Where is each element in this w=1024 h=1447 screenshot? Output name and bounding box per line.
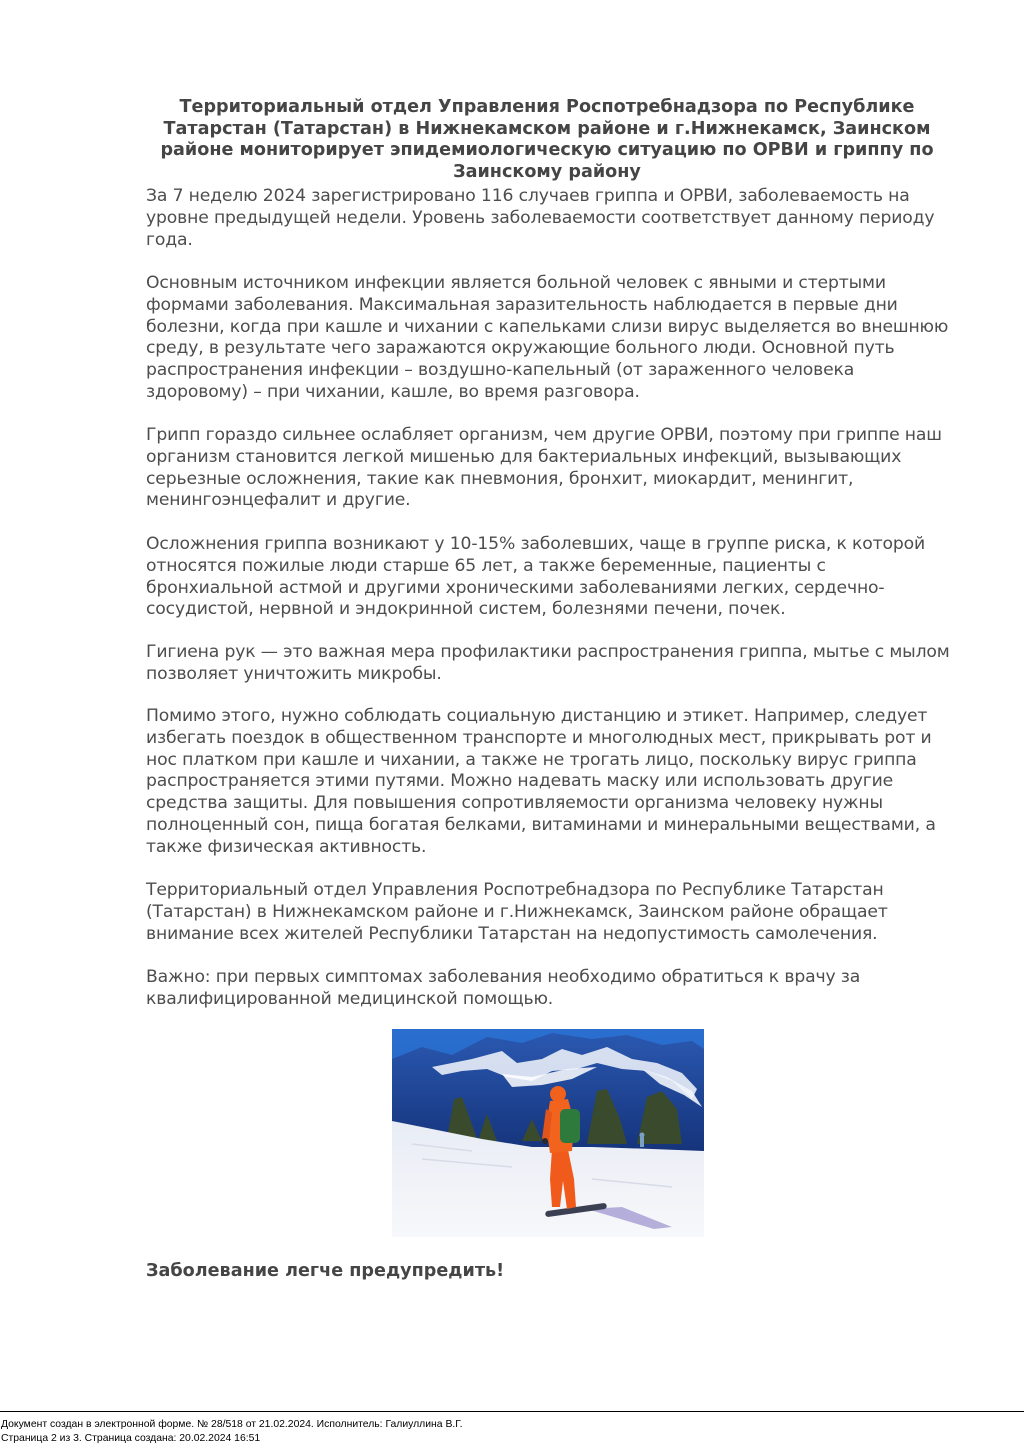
paragraph-see-doctor: Важно: при первых симптомах заболевания необходимо обратиться к врачу за квалифицированной медицинской помощью. [146,967,861,1009]
snowboarder-photo [392,1029,704,1237]
footer-page-info: Страница 2 из 3. Страница создана: 20.02.2024 16:51 [1,1433,261,1444]
paragraph-flu-effects: Грипп гораздо сильнее ослабляет организм, чем другие ОРВИ, поэтому при гриппе наш организм становится легкой мишенью для бактериальных инфекций, вызывающих серьезные осложнения, такие как пневмония, бронхит, миокардит, менингит, менингоэнцефалит и другие. [146,425,942,511]
photo-distant-skier [640,1133,645,1148]
footer-divider [0,1411,1024,1412]
closing-slogan: Заболевание легче предупредить! [146,1261,505,1281]
paragraph-complications: Осложнения гриппа возникают у 10-15% заболевших, чаще в группе риска, к которой относятся пожилые люди старше 65 лет, а также беременные, пациенты с бронхиальной астмой и другими хроническими заболеваниями легких, сердечно-сосудистой, нервной и эндокринной систем, болезнями печени, почек. [146,534,925,620]
paragraph-self-treatment-warning: Территориальный отдел Управления Роспотребнадзора по Республике Татарстан (Татарстан) в Нижнекамском районе и г.Нижнекамск, Заинском районе обращает внимание всех жителей Республики Татарстан на недопустимость самолечения. [146,880,888,944]
footer-document-info: Документ создан в электронной форме. № 28/518 от 21.02.2024. Исполнитель: Галиуллина В.Г. [1,1419,463,1430]
document-title: Территориальный отдел Управления Роспотребнадзора по Республике Татарстан (Татарстан) в Нижнекамском районе и г.Нижнекамск, Заинском районе мониторирует эпидемиологическую ситуацию по ОРВИ и гриппу по Заинскому району [160,97,934,182]
paragraph-social-distance: Помимо этого, нужно соблюдать социальную дистанцию и этикет. Например, следует избегать поездок в общественном транспорте и многолюдных мест, прикрывать рот и нос платком при кашле и чихании, а также не трогать лицо, поскольку вирус гриппа распространяется этими путями. Можно надевать маску или использовать другие средства защиты. Для повышения сопротивляемости организма человеку нужны полноценный сон, пища богатая белками, витаминами и минеральными веществами, а также физическая активность. [146,706,936,857]
paragraph-infection-source: Основным источником инфекции является больной человек с явными и стертыми формами заболевания. Максимальная заразительность наблюдается в первые дни болезни, когда при кашле и чихании с капельками слизи вирус выделяется во внешнюю среду, в результате чего заражаются окружающие больного люди. Основной путь распространения инфекции – воздушно-капельный (от зараженного человека здоровому) – при чихании, кашле, во время разговора. [146,273,949,402]
paragraph-hand-hygiene: Гигиена рук — это важная мера профилактики распространения гриппа, мытье с мылом позволяет уничтожить микробы. [146,642,950,684]
paragraph-weekly-stats: За 7 неделю 2024 зарегистрировано 116 случаев гриппа и ОРВИ, заболеваемость на уровне предыдущей недели. Уровень заболеваемости соответствует данному периоду года. [146,186,935,250]
